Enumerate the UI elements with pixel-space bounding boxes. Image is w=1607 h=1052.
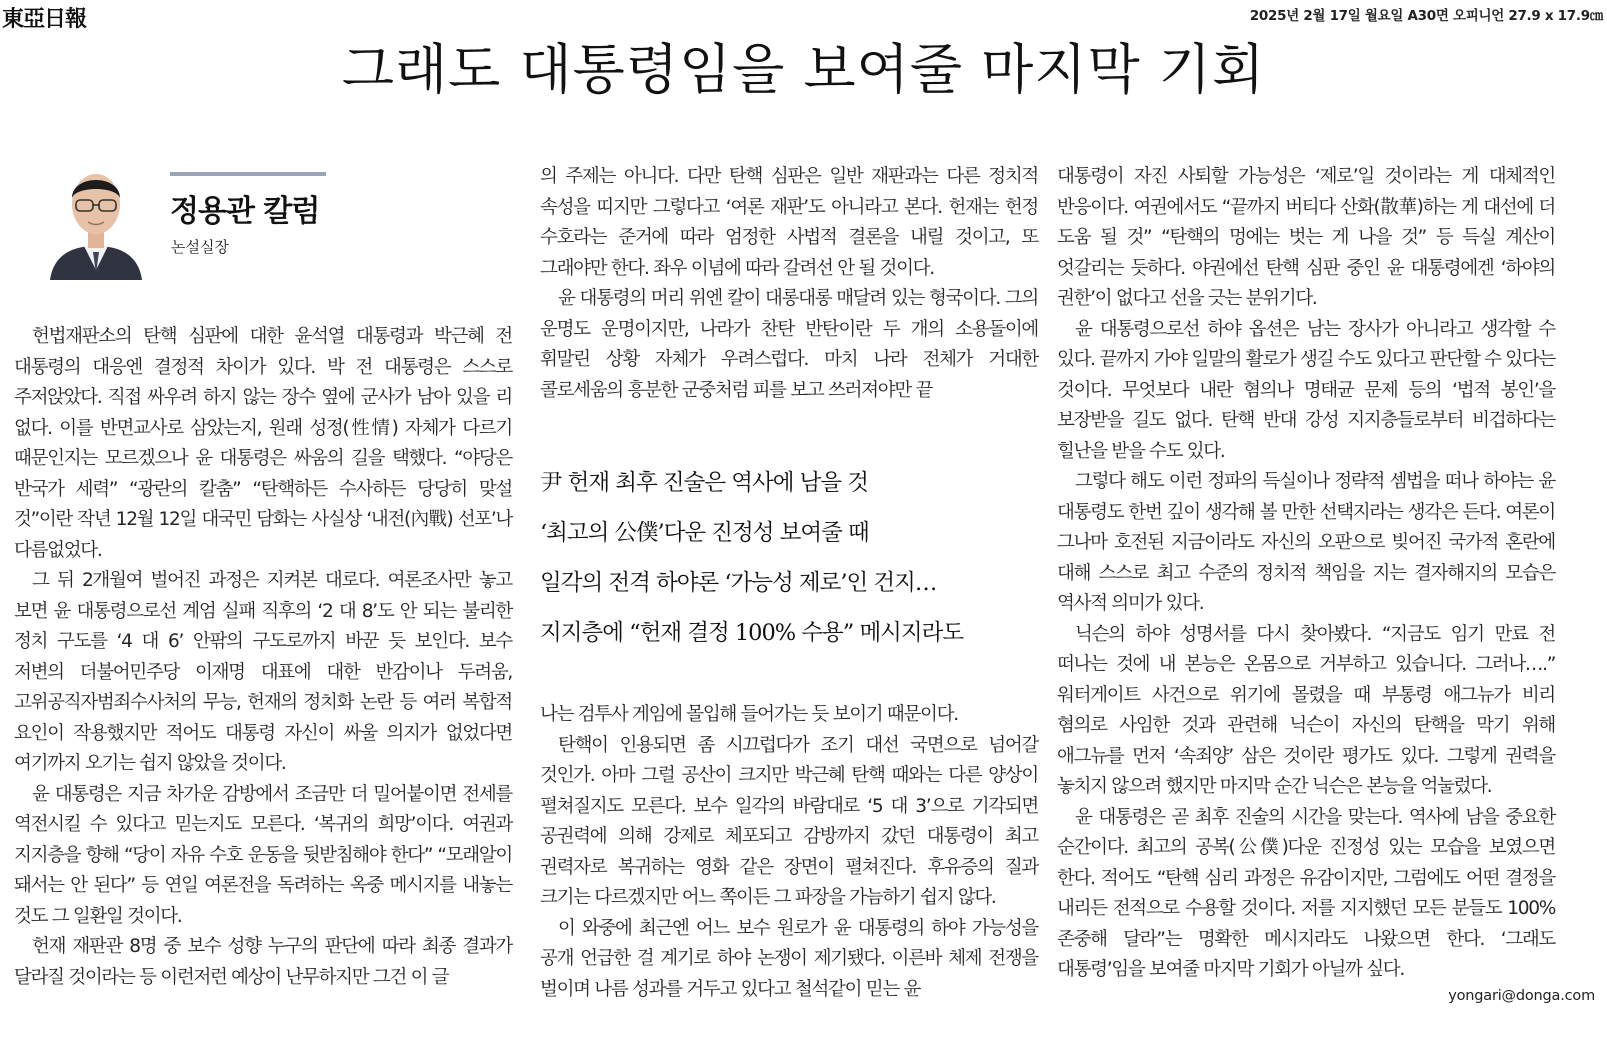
paragraph: 헌재 재판관 8명 중 보수 성향 누구의 판단에 따라 최종 결과가 달라질 것이라는 등 이런저런 예상이 난무하지만 그건 이 글	[14, 936, 512, 988]
byline-rule	[170, 172, 326, 176]
pull-quote-line: 일각의 전격 하야론 ‘가능성 제로’인 건지…	[540, 570, 937, 596]
pull-quote-line: 尹 헌재 최후 진술은 역사에 남을 것	[540, 470, 868, 496]
paragraph: 윤 대통령은 지금 차가운 감방에서 조금만 더 밀어붙이면 전세를 역전시킬 수 있다고 믿는지도 모른다. ‘복귀의 희망’이다. 여권과 지지층을 향해 “당이 자유 수호 운동을 뒷받침해야 한다” “모래알이 돼서는 안 된다” 등 연일 여론전을 독려하는 옥중 메시지를 내놓는 것도 그 일환일 것이다.	[14, 783, 512, 927]
pull-quote-line: 지지층에 “헌재 결정 100% 수용” 메시지라도	[540, 620, 964, 646]
article-column-2-bottom	[540, 700, 1038, 1005]
byline	[40, 150, 520, 290]
paragraph: 윤 대통령은 곧 최후 진술의 시간을 맞는다. 역사에 남을 중요한 순간이다. 최고의 공복(公僕)다운 진정성 있는 모습을 보였으면 한다. 적어도 “탄핵 심리 과정은 유감이지만, 그럼에도 어떤 결정을 내리든 전적으로 수용할 것이다. 저를 지지했던 모든 분들도 100% 존중해 달라”는 명확한 메시지라도 나왔으면 한다. ‘그래도 대통령’임을 보여줄 마지막 기회가 아닐까 싶다.	[1057, 806, 1555, 980]
paragraph: 대통령이 자진 사퇴할 가능성은 ‘제로’일 것이라는 게 대체적인 반응이다. 여권에서도 “끝까지 버티다 산화(散華)하는 게 대선에 더 도움 될 것” “탄핵의 멍에는 벗는 게 나을 것” 등 득실 계산이 엇갈리는 듯하다. 야권에선 탄핵 심판 중인 윤 대통령에겐 ‘하야의 권한’이 없다고 선을 긋는 분위기다.	[1057, 166, 1555, 309]
author-title: 논설실장	[171, 238, 229, 256]
newspaper-masthead: 東亞日報	[2, 6, 87, 32]
edition-info: 2025년 2월 17일 월요일 A30면 오피니언 27.9 x 17.9㎝	[1249, 8, 1603, 24]
paragraph: 탄핵이 인용되면 좀 시끄럽다가 조기 대선 국면으로 넘어갈 것인가. 아마 그럴 공산이 크지만 박근혜 탄핵 때와는 다른 양상이 펼쳐질지도 모른다. 보수 일각의 바람대로 ‘5 대 3’으로 기각되면 공권력에 의해 강제로 체포되고 감방까지 갔던 대통령이 최고 권력자로 복귀하는 영화 같은 장면이 펼쳐진다. 후유증의 질과 크기는 다르겠지만 어느 쪽이든 그 파장을 가늠하기 쉽지 않다.	[540, 734, 1038, 908]
author-photo	[46, 152, 146, 280]
author-email: yongari@donga.com	[1448, 988, 1595, 1004]
pull-quote	[540, 458, 1038, 658]
article-headline: 그래도 대통령임을 보여줄 마지막 기회	[341, 38, 1266, 101]
column-name: 정용관 칼럼	[170, 194, 320, 229]
paragraph: 닉슨의 하야 성명서를 다시 찾아봤다. “지금도 임기 만료 전 떠나는 것에 내 본능은 온몸으로 거부하고 있습니다. 그러나….” 워터게이트 사건으로 위기에 몰렸을 때 부통령 애그뉴가 비리 혐의로 사임한 것과 관련해 닉슨이 자신의 탄핵을 막기 위해 애그뉴를 먼저 ‘속죄양’ 삼은 것이란 평가도 있다. 그렇게 권력을 놓치지 않으려 했지만 마지막 순간 닉슨은 본능을 억눌렀다.	[1057, 623, 1555, 797]
article-column-2-top	[540, 162, 1038, 406]
paragraph: 이 와중에 최근엔 어느 보수 원로가 윤 대통령의 하야 가능성을 공개 언급한 걸 계기로 하야 논쟁이 제기됐다. 이른바 체제 전쟁을 벌이며 나름 성과를 거두고 있다고 철석같이 믿는 윤	[540, 917, 1038, 1000]
paragraph: 그 뒤 2개월여 벌어진 과정은 지켜본 대로다. 여론조사만 놓고 보면 윤 대통령으로선 계엄 실패 직후의 ‘2 대 8’도 안 되는 불리한 정치 구도를 ‘4 대 6’ 안팎의 구도로까지 바꾼 듯 보인다. 보수 저변의 더불어민주당 이재명 대표에 대한 반감이나 두려움, 고위공직자범죄수사처의 무능, 헌재의 정치화 논란 등 여러 복합적 요인이 작용했지만 적어도 대통령 자신이 싸울 의지가 없었다면 여기까지 오기는 쉽지 않았을 것이다.	[14, 570, 512, 774]
pull-quote-line: ‘최고의 公僕’다운 진정성 보여줄 때	[540, 520, 869, 546]
paragraph: 의 주제는 아니다. 다만 탄핵 심판은 일반 재판과는 다른 정치적 속성을 띠지만 그렇다고 ‘여론 재판’도 아니라고 본다. 헌재는 헌정 수호라는 준거에 따라 엄정한 사법적 결론을 내릴 것이고, 또 그래야만 한다. 좌우 이념에 따라 갈려선 안 될 것이다.	[540, 166, 1038, 279]
paragraph: 헌법재판소의 탄핵 심판에 대한 윤석열 대통령과 박근혜 전 대통령의 대응엔 결정적 차이가 있다. 박 전 대통령은 스스로 주저앉았다. 직접 싸우려 하지 않는 장수 옆에 군사가 남아 있을 리 없다. 이를 반면교사로 삼았는지, 원래 성정(性情) 자체가 다르기 때문인지는 모르겠으나 윤 대통령은 싸움의 길을 택했다. “야당은 반국가 세력” “광란의 칼춤” “탄핵하든 수사하든 당당히 맞설 것”이란 작년 12월 12일 대국민 담화는 사실상 ‘내전(內戰) 선포’나 다름없었다.	[14, 326, 512, 561]
paragraph: 그렇다 해도 이런 정파의 득실이나 정략적 셈법을 떠나 하야는 윤 대통령도 한번 깊이 생각해 볼 만한 선택지라는 생각은 든다. 여론이 그나마 호전된 지금이라도 자신의 오판으로 빚어진 국가적 혼란에 대해 스스로 최고 수준의 정치적 책임을 지는 결자해지의 모습은 역사적 의미가 있다.	[1057, 471, 1555, 614]
paragraph: 윤 대통령의 머리 위엔 칼이 대롱대롱 매달려 있는 형국이다. 그의 운명도 운명이지만, 나라가 찬탄 반탄이란 두 개의 소용돌이에 휘말린 상황 자체가 우려스럽다. 마치 나라 전체가 거대한 콜로세움의 흥분한 군중처럼 피를 보고 쓰러져야만 끝	[540, 288, 1038, 401]
paragraph: 나는 검투사 게임에 몰입해 들어가는 듯 보이기 때문이다.	[540, 704, 958, 725]
article-column-1	[14, 322, 512, 993]
paragraph: 윤 대통령으로선 하야 옵션은 남는 장사가 아니라고 생각할 수 있다. 끝까지 가야 일말의 활로가 생길 수도 있다고 판단할 수 있다는 것이다. 무엇보다 내란 혐의나 명태균 문제 등의 ‘법적 봉인’을 보장받을 길도 없다. 탄핵 반대 강성 지지층들로부터 비겁하다는 힐난을 받을 수도 있다.	[1057, 318, 1555, 462]
article-column-3	[1057, 162, 1555, 986]
